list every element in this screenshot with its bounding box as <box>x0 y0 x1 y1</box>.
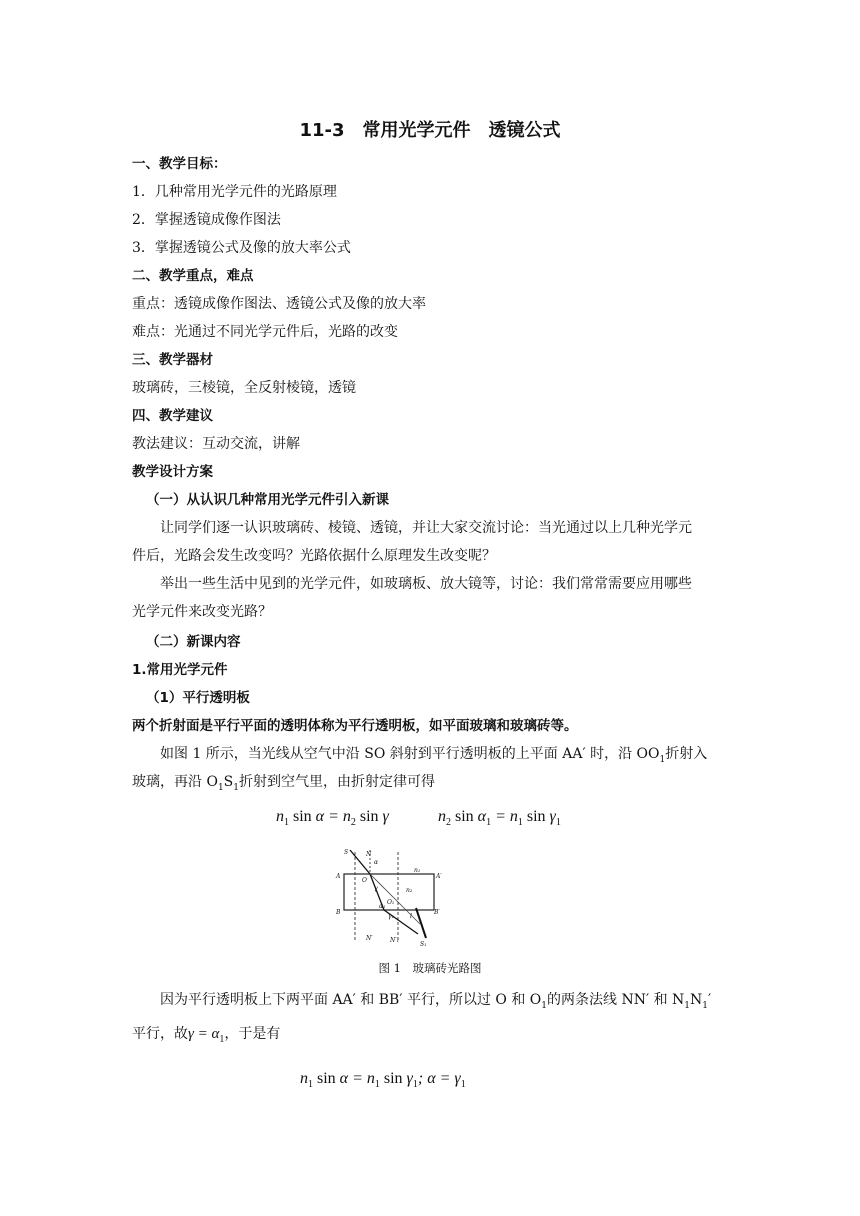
suggestion-text: 教法建议：互动交流，讲解 <box>132 436 300 452</box>
design-heading: 教学设计方案 <box>132 464 213 480</box>
paragraph-2-line-1: 举出一些生活中见到的光学元件，如玻璃板、放大镜等，讨论：我们常常需要应用哪些 <box>160 576 692 592</box>
label-a-prime: A′ <box>436 873 442 880</box>
label-n: N <box>366 851 372 858</box>
equipment-text: 玻璃砖，三棱镜，全反射棱镜，透镜 <box>132 380 356 396</box>
section-heading-suggestions: 四、教学建议 <box>132 408 213 424</box>
paragraph-4-line-2: 平行，故$\gamma = \alpha_1$，于是有 <box>132 1026 281 1045</box>
paragraph-2-line-2: 光学元件来改变光路？ <box>132 604 272 620</box>
label-s: S <box>344 849 349 856</box>
subsection-intro-heading: （一）从认识几种常用光学元件引入新课 <box>146 492 389 508</box>
difficult-point-text: 难点：光通过不同光学元件后，光路的改变 <box>132 324 398 340</box>
paragraph-1-line-1: 让同学们逐一认识玻璃砖、棱镜、透镜，并让大家交流讨论：当光通过以上几种光学元 <box>160 520 692 536</box>
definition-bold-text: 两个折射面是平行平面的透明体称为平行透明板，如平面玻璃和玻璃砖等。 <box>132 718 578 734</box>
subsection-parallel-plate-heading: （1）平行透明板 <box>146 690 250 706</box>
goal-item-2: 2．掌握透镜成像作图法 <box>132 212 281 228</box>
label-n-prime: N′ <box>366 935 373 942</box>
subsection-new-content-heading: （二）新课内容 <box>146 634 241 650</box>
subsection-optical-elements-heading: 1.常用光学元件 <box>132 662 228 678</box>
title-text-2: 透镜公式 <box>488 120 561 141</box>
label-alpha1: α₁ <box>379 903 386 910</box>
label-o: O <box>362 877 367 884</box>
section-heading-equipment: 三、教学器材 <box>132 352 213 368</box>
label-s1: S₁ <box>420 941 427 948</box>
paragraph-4-line-1: 因为平行透明板上下两平面 AA′ 和 BB′ 平行，所以过 O 和 $O_1$的两条法线 NN′ 和 $N_1N_1'$ <box>160 992 712 1011</box>
label-alpha: α <box>374 859 379 866</box>
label-gamma: γ <box>374 885 378 892</box>
result-equation: $n_1$ $\sin \alpha = n_1$ $\sin \gamma_1$; $\alpha = \gamma_1$ <box>300 1070 466 1091</box>
title-number: 11-3 <box>299 120 345 141</box>
label-n2: n₂ <box>406 887 413 894</box>
glass-block-light-path-figure <box>330 846 450 950</box>
refraction-equation-2: $n_2$ $\sin \alpha_1 = n_1$ $\sin \gamma_1$ <box>438 808 561 829</box>
page-title <box>0 116 860 142</box>
paragraph-3-line-1: 如图 1 所示，当光线从空气中沿 SO 斜射到平行透明板的上平面 AA′ 时，沿 $OO_1$折射入 <box>160 746 708 765</box>
label-o1: O₁ <box>387 899 395 906</box>
paragraph-1-line-2: 件后，光路会发生改变吗？光路依据什么原理发生改变呢？ <box>132 548 496 564</box>
goal-item-3: 3．掌握透镜公式及像的放大率公式 <box>132 240 351 256</box>
label-b-prime: B′ <box>434 909 440 916</box>
figure-caption: 图 1 玻璃砖光路图 <box>378 961 482 975</box>
section-heading-goals: 一、教学目标： <box>132 156 227 172</box>
paragraph-3-line-2: 玻璃，再沿 $O_1S_1$折射到空气里，由折射定律可得 <box>132 774 435 793</box>
label-n1-prime: N′₁ <box>390 937 400 944</box>
section-heading-keypoints: 二、教学重点，难点 <box>132 268 254 284</box>
label-a: A <box>336 873 341 880</box>
refraction-equation-1: $n_1$ $\sin \alpha = n_2$ sin γ <box>276 808 389 829</box>
title-text-1: 常用光学元件 <box>362 120 471 141</box>
label-b: B <box>336 909 341 916</box>
label-l: l <box>410 913 412 920</box>
key-point-text: 重点：透镜成像作图法、透镜公式及像的放大率 <box>132 296 426 312</box>
label-n1: n₁ <box>414 867 421 874</box>
label-gamma1: γ₁ <box>388 913 394 920</box>
goal-item-1: 1．几种常用光学元件的光路原理 <box>132 184 337 200</box>
